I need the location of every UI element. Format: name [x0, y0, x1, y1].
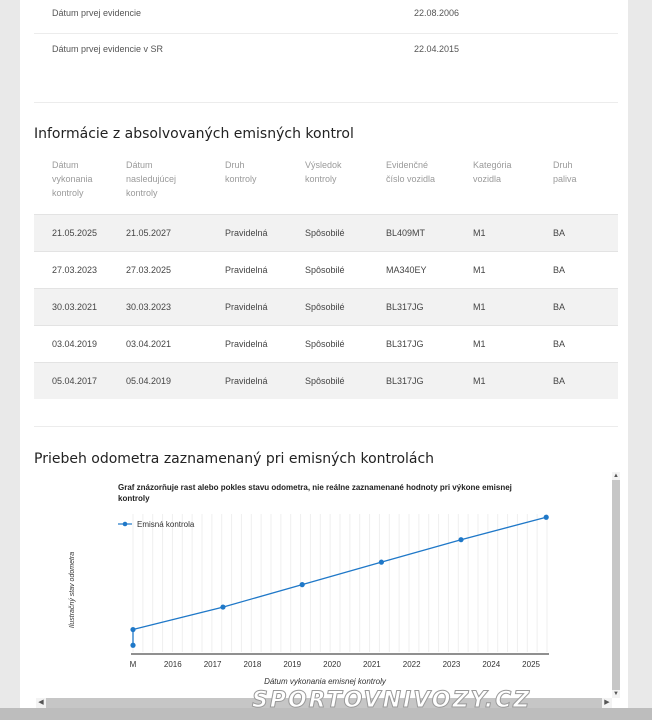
- data-point[interactable]: [130, 627, 135, 632]
- table-cell: 05.04.2017: [34, 363, 126, 400]
- table-cell: 27.03.2025: [126, 252, 225, 289]
- table-cell: 30.03.2021: [34, 289, 126, 326]
- x-tick-label: M: [129, 660, 137, 669]
- table-cell: 03.04.2021: [126, 326, 225, 363]
- table-cell: BA: [553, 289, 618, 326]
- scroll-up-arrow[interactable]: ▲: [613, 473, 619, 479]
- legend-marker: [123, 522, 128, 527]
- table-cell: Pravidelná: [225, 289, 305, 326]
- chart-vertical-scrollbar[interactable]: [612, 472, 620, 698]
- data-point[interactable]: [220, 604, 225, 609]
- data-point[interactable]: [379, 560, 384, 565]
- scroll-right-arrow[interactable]: ▶: [602, 698, 612, 708]
- table-cell: BA: [553, 252, 618, 289]
- odometer-title: Priebeh odometra zaznamenaný pri emisných kontrolách: [34, 451, 435, 467]
- info-row-first-registration: [34, 0, 618, 34]
- left-margin: [0, 0, 20, 720]
- col-header-date: [34, 154, 126, 215]
- table-cell: Pravidelná: [225, 326, 305, 363]
- col-header-text: nasledujúcej: [126, 174, 177, 184]
- table-cell: Spôsobilé: [305, 289, 386, 326]
- table-cell: 05.04.2019: [126, 363, 225, 400]
- x-tick-label: 2017: [203, 660, 222, 669]
- table-cell: M1: [473, 215, 553, 252]
- data-point[interactable]: [130, 643, 135, 648]
- chart-y-axis-label: Ilustračný stav odometra: [69, 551, 76, 629]
- emissions-table-body: [34, 215, 618, 400]
- data-point[interactable]: [458, 537, 463, 542]
- info-label: Dátum prvej evidencie: [52, 8, 142, 18]
- x-tick-label: 2019: [283, 660, 302, 669]
- table-cell: 30.03.2023: [126, 289, 225, 326]
- col-header-text: Dátum: [126, 160, 153, 170]
- col-header-text: kontroly: [305, 174, 337, 184]
- table-cell: BL409MT: [386, 215, 473, 252]
- table-cell: BA: [553, 326, 618, 363]
- info-label: Dátum prvej evidencie v SR: [52, 44, 164, 54]
- col-header-text: vykonania: [52, 174, 93, 184]
- col-header-text: Výsledok: [305, 160, 342, 170]
- table-header-row: [34, 154, 618, 215]
- emissions-title: Informácie z absolvovaných emisných kontrol: [34, 126, 354, 142]
- table-cell: BL317JG: [386, 289, 473, 326]
- table-cell: BL317JG: [386, 363, 473, 400]
- col-header-next-date: [126, 154, 225, 215]
- x-tick-label: 2023: [442, 660, 461, 669]
- table-cell: M1: [473, 252, 553, 289]
- table-cell: M1: [473, 326, 553, 363]
- table-cell: Spôsobilé: [305, 326, 386, 363]
- info-value: 22.04.2015: [414, 44, 460, 54]
- x-tick-label: 2016: [163, 660, 182, 669]
- col-header-category: [473, 154, 553, 215]
- data-point[interactable]: [544, 515, 549, 520]
- chart-x-ticks: [130, 660, 541, 669]
- table-cell: 21.05.2027: [126, 215, 225, 252]
- col-header-text: Evidenčné: [386, 160, 429, 170]
- x-tick-label: 2025: [522, 660, 540, 669]
- chart-title-line2: kontroly: [118, 494, 150, 503]
- col-header-text: Kategória: [473, 160, 512, 170]
- col-header-text: vozidla: [473, 174, 502, 184]
- col-header-text: Druh: [225, 160, 245, 170]
- table-cell: MA340EY: [386, 252, 473, 289]
- col-header-fuel: [553, 154, 618, 215]
- x-tick-label: 2018: [243, 660, 262, 669]
- table-cell: Spôsobilé: [305, 363, 386, 400]
- table-cell: Spôsobilé: [305, 252, 386, 289]
- table-row: [34, 326, 618, 363]
- table-cell: Pravidelná: [225, 215, 305, 252]
- x-tick-label: 2024: [482, 660, 501, 669]
- info-value: 22.08.2006: [414, 8, 460, 18]
- col-header-result: [305, 154, 386, 215]
- section-divider: [34, 426, 618, 427]
- col-header-text: kontroly: [126, 188, 158, 198]
- chart-grid: [131, 514, 549, 654]
- scroll-left-arrow[interactable]: ◀: [36, 698, 46, 708]
- col-header-plate: [386, 154, 473, 215]
- chart-title-line1: Graf znázorňuje rast alebo pokles stavu odometra, nie reálne zaznamenané hodnoty pri výkone emisnej: [118, 483, 512, 492]
- table-cell: Pravidelná: [225, 363, 305, 400]
- data-point[interactable]: [300, 582, 305, 587]
- col-header-text: Druh: [553, 160, 573, 170]
- table-cell: 27.03.2023: [34, 252, 126, 289]
- info-row-first-registration-sr: [34, 34, 618, 70]
- scroll-down-arrow[interactable]: ▼: [613, 691, 619, 697]
- table-cell: Pravidelná: [225, 252, 305, 289]
- table-row: [34, 289, 618, 326]
- watermark-logo: SPORTOVNIVOZY.CZ: [252, 688, 532, 713]
- emissions-table: [34, 154, 618, 399]
- chart-x-axis-label: Dátum vykonania emisnej kontroly: [264, 677, 386, 686]
- table-row: [34, 363, 618, 400]
- section-divider: [34, 102, 618, 103]
- col-header-text: kontroly: [225, 174, 257, 184]
- table-cell: BA: [553, 363, 618, 400]
- x-tick-label: 2020: [323, 660, 341, 669]
- col-header-text: Dátum: [52, 160, 79, 170]
- chart-legend[interactable]: [118, 520, 195, 529]
- table-cell: 03.04.2019: [34, 326, 126, 363]
- right-margin: [628, 0, 652, 720]
- table-row: [34, 252, 618, 289]
- table-cell: M1: [473, 289, 553, 326]
- x-tick-label: 2022: [402, 660, 421, 669]
- table-cell: BA: [553, 215, 618, 252]
- table-cell: 21.05.2025: [34, 215, 126, 252]
- x-tick-label: 2021: [362, 660, 381, 669]
- legend-label: Emisná kontrola: [137, 520, 195, 529]
- table-cell: Spôsobilé: [305, 215, 386, 252]
- col-header-text: kontroly: [52, 188, 84, 198]
- table-cell: M1: [473, 363, 553, 400]
- odometer-chart: [34, 472, 612, 698]
- table-row: [34, 215, 618, 252]
- col-header-type: [225, 154, 305, 215]
- col-header-text: paliva: [553, 174, 577, 184]
- odometer-chart-panel: [34, 470, 618, 710]
- col-header-text: číslo vozidla: [386, 174, 436, 184]
- main-content: [20, 0, 628, 720]
- table-cell: BL317JG: [386, 326, 473, 363]
